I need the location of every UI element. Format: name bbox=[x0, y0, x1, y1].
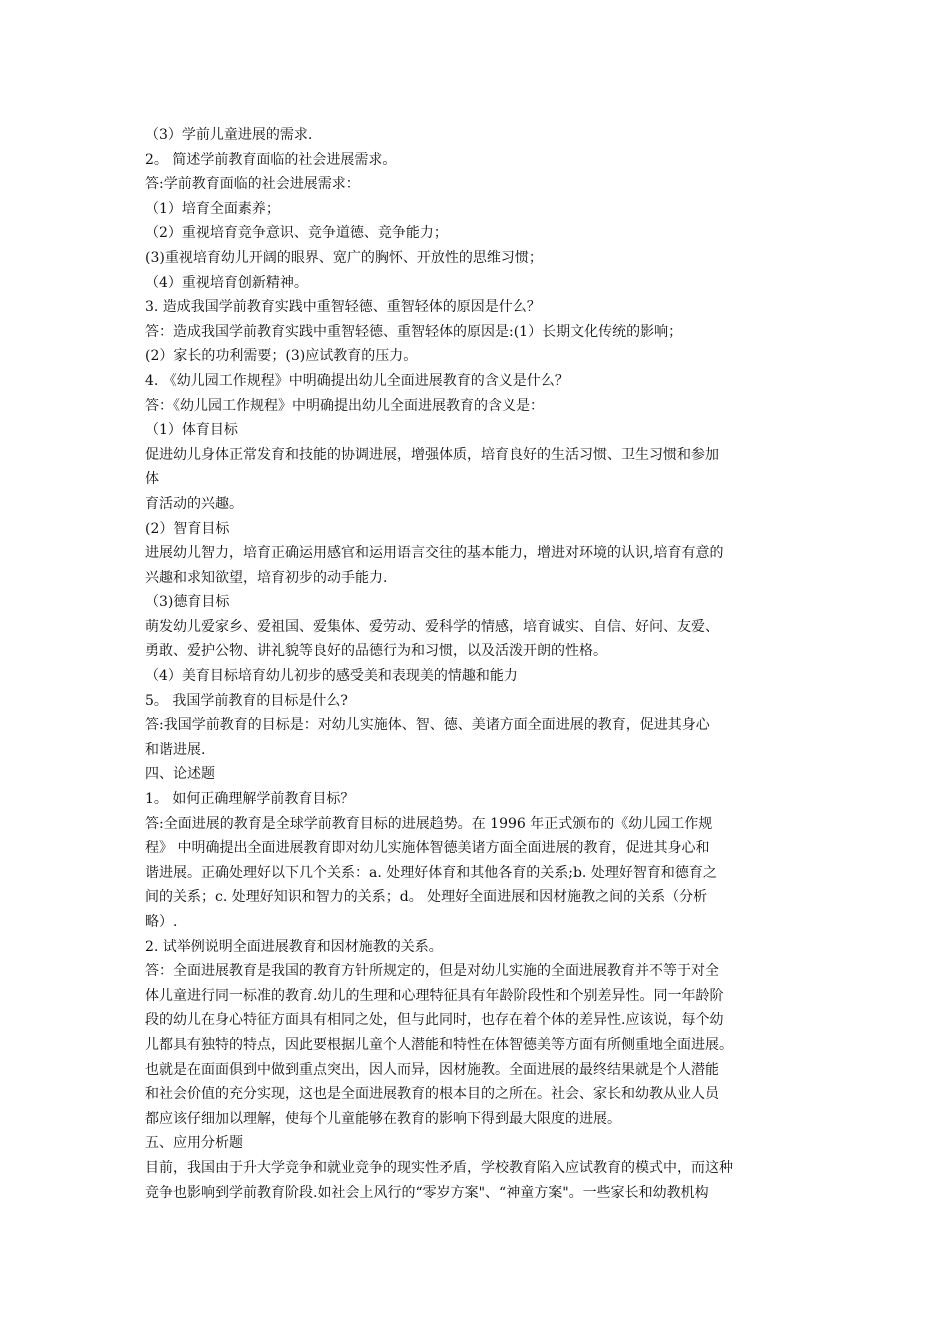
text-line: 略）. bbox=[145, 914, 178, 930]
text-line: (3)重视培育幼儿开阔的眼界、宽广的胸怀、开放性的思维习惯； bbox=[145, 249, 543, 266]
text-line: （1）体育目标 bbox=[145, 422, 238, 439]
text-line: 3. 造成我国学前教育实践中重智轻德、重智轻体的原因是什么？ bbox=[145, 299, 541, 316]
text-line: 和社会价值的充分实现，这也是全面进展教育的根本目的之所在。社会、家长和幼教从业人员 bbox=[145, 1086, 719, 1103]
text-line: 程》 中明确提出全面进展教育即对幼儿实施体智德美诸方面全面进展的教育，促进其身心和 bbox=[145, 840, 710, 857]
text-line: 答:全面进展的教育是全球学前教育目标的进展趋势。在 1996 年正式颁布的《幼儿园工作规 bbox=[145, 815, 713, 832]
text-line: 体 bbox=[145, 471, 159, 488]
text-line: （1）培育全面素养； bbox=[145, 200, 280, 217]
text-line: （2）重视培育竞争意识、竞争道德、竞争能力； bbox=[145, 225, 448, 242]
text-line: （3)德育目标 bbox=[145, 594, 230, 611]
text-line: 四、论述题 bbox=[145, 766, 215, 783]
text-line: 都应该仔细加以理解，使每个儿童能够在教育的影响下得到最大限度的进展。 bbox=[145, 1110, 621, 1127]
text-line: 萌发幼儿爱家乡、爱祖国、爱集体、爱劳动、爱科学的情感，培育诚实、自信、好问、友爱、 bbox=[145, 618, 719, 635]
text-line: 进展幼儿智力，培育正确运用感官和运用语言交往的基本能力，增进对环境的认识,培育有意的 bbox=[145, 545, 724, 562]
text-line: 2。 简述学前教育面临的社会进展需求。 bbox=[145, 151, 397, 168]
text-line: (2）家长的功利需要；(3)应试教育的压力。 bbox=[145, 348, 418, 365]
text-line: 和谐进展. bbox=[145, 741, 206, 758]
text-line: 4. 《幼儿园工作规程》中明确提出幼儿全面进展教育的含义是什么？ bbox=[145, 372, 569, 389]
text-line: 目前，我国由于升大学竞争和就业竞争的现实性矛盾，学校教育陷入应试教育的模式中，而这种 bbox=[145, 1159, 733, 1176]
text-line: 也就是在面面俱到中做到重点突出，因人而异，因材施教。全面进展的最终结果就是个人潜能 bbox=[145, 1061, 719, 1078]
text-line: 体儿童进行同一标准的教育.幼儿的生理和心理特征具有年龄阶段性和个别差异性。同一年龄阶 bbox=[145, 987, 724, 1004]
text-line: 谐进展。正确处理好以下几个关系：a. 处理好体育和其他各育的关系;b. 处理好智育和德育之 bbox=[145, 864, 717, 881]
text-line: 答:学前教育面临的社会进展需求： bbox=[145, 176, 360, 193]
text-line: 2. 试举例说明全面进展教育和因材施教的关系。 bbox=[145, 938, 443, 955]
text-line: 答:我国学前教育的目标是：对幼儿实施体、智、德、美诸方面全面进展的教育，促进其身心 bbox=[145, 717, 710, 734]
text-line: （4）重视培育创新精神。 bbox=[145, 274, 308, 291]
text-line: (2）智育目标 bbox=[145, 520, 230, 537]
text-line: 五、应用分析题 bbox=[145, 1135, 243, 1152]
text-line: （3）学前儿童进展的需求. bbox=[145, 127, 313, 143]
text-line: 兴趣和求知欲望，培育初步的动手能力. bbox=[145, 569, 388, 586]
text-line: 儿都具有独特的特点，因此要根据儿童个人潜能和特性在体智德美等方面有所侧重地全面进展。 bbox=[145, 1036, 733, 1053]
text-line: 答：《幼儿园工作规程》中明确提出幼儿全面进展教育的含义是： bbox=[145, 397, 544, 414]
text-line: （4）美育目标培育幼儿初步的感受美和表现美的情趣和能力 bbox=[145, 668, 518, 685]
text-line: 间的关系；c. 处理好知识和智力的关系；d。 处理好全面进展和因材施教之间的关系（分析 bbox=[145, 889, 708, 906]
text-line: 1。 如何正确理解学前教育目标？ bbox=[145, 791, 355, 808]
text-line: 育活动的兴趣。 bbox=[145, 495, 243, 512]
document-body bbox=[145, 123, 815, 1205]
text-line: 答：造成我国学前教育实践中重智轻德、重智轻体的原因是:(1）长期文化传统的影响； bbox=[145, 323, 683, 340]
text-line: 答：全面进展教育是我国的教育方针所规定的，但是对幼儿实施的全面进展教育并不等于对全 bbox=[145, 963, 719, 980]
text-line: 促进幼儿身体正常发育和技能的协调进展，增强体质，培育良好的生活习惯、卫生习惯和参加 bbox=[145, 446, 719, 463]
text-line: 5。 我国学前教育的目标是什么? bbox=[145, 692, 348, 709]
text-line: 段的幼儿在身心特征方面具有相同之处，但与此同时，也存在着个体的差异性.应该说，每个幼 bbox=[145, 1012, 724, 1029]
text-line: 勇敢、爱护公物、讲礼貌等良好的品德行为和习惯，以及活泼开朗的性格。 bbox=[145, 643, 607, 660]
text-line: 竞争也影响到学前教育阶段.如社会上风行的“零岁方案"、“神童方案"。一些家长和幼教机构 bbox=[145, 1184, 709, 1201]
